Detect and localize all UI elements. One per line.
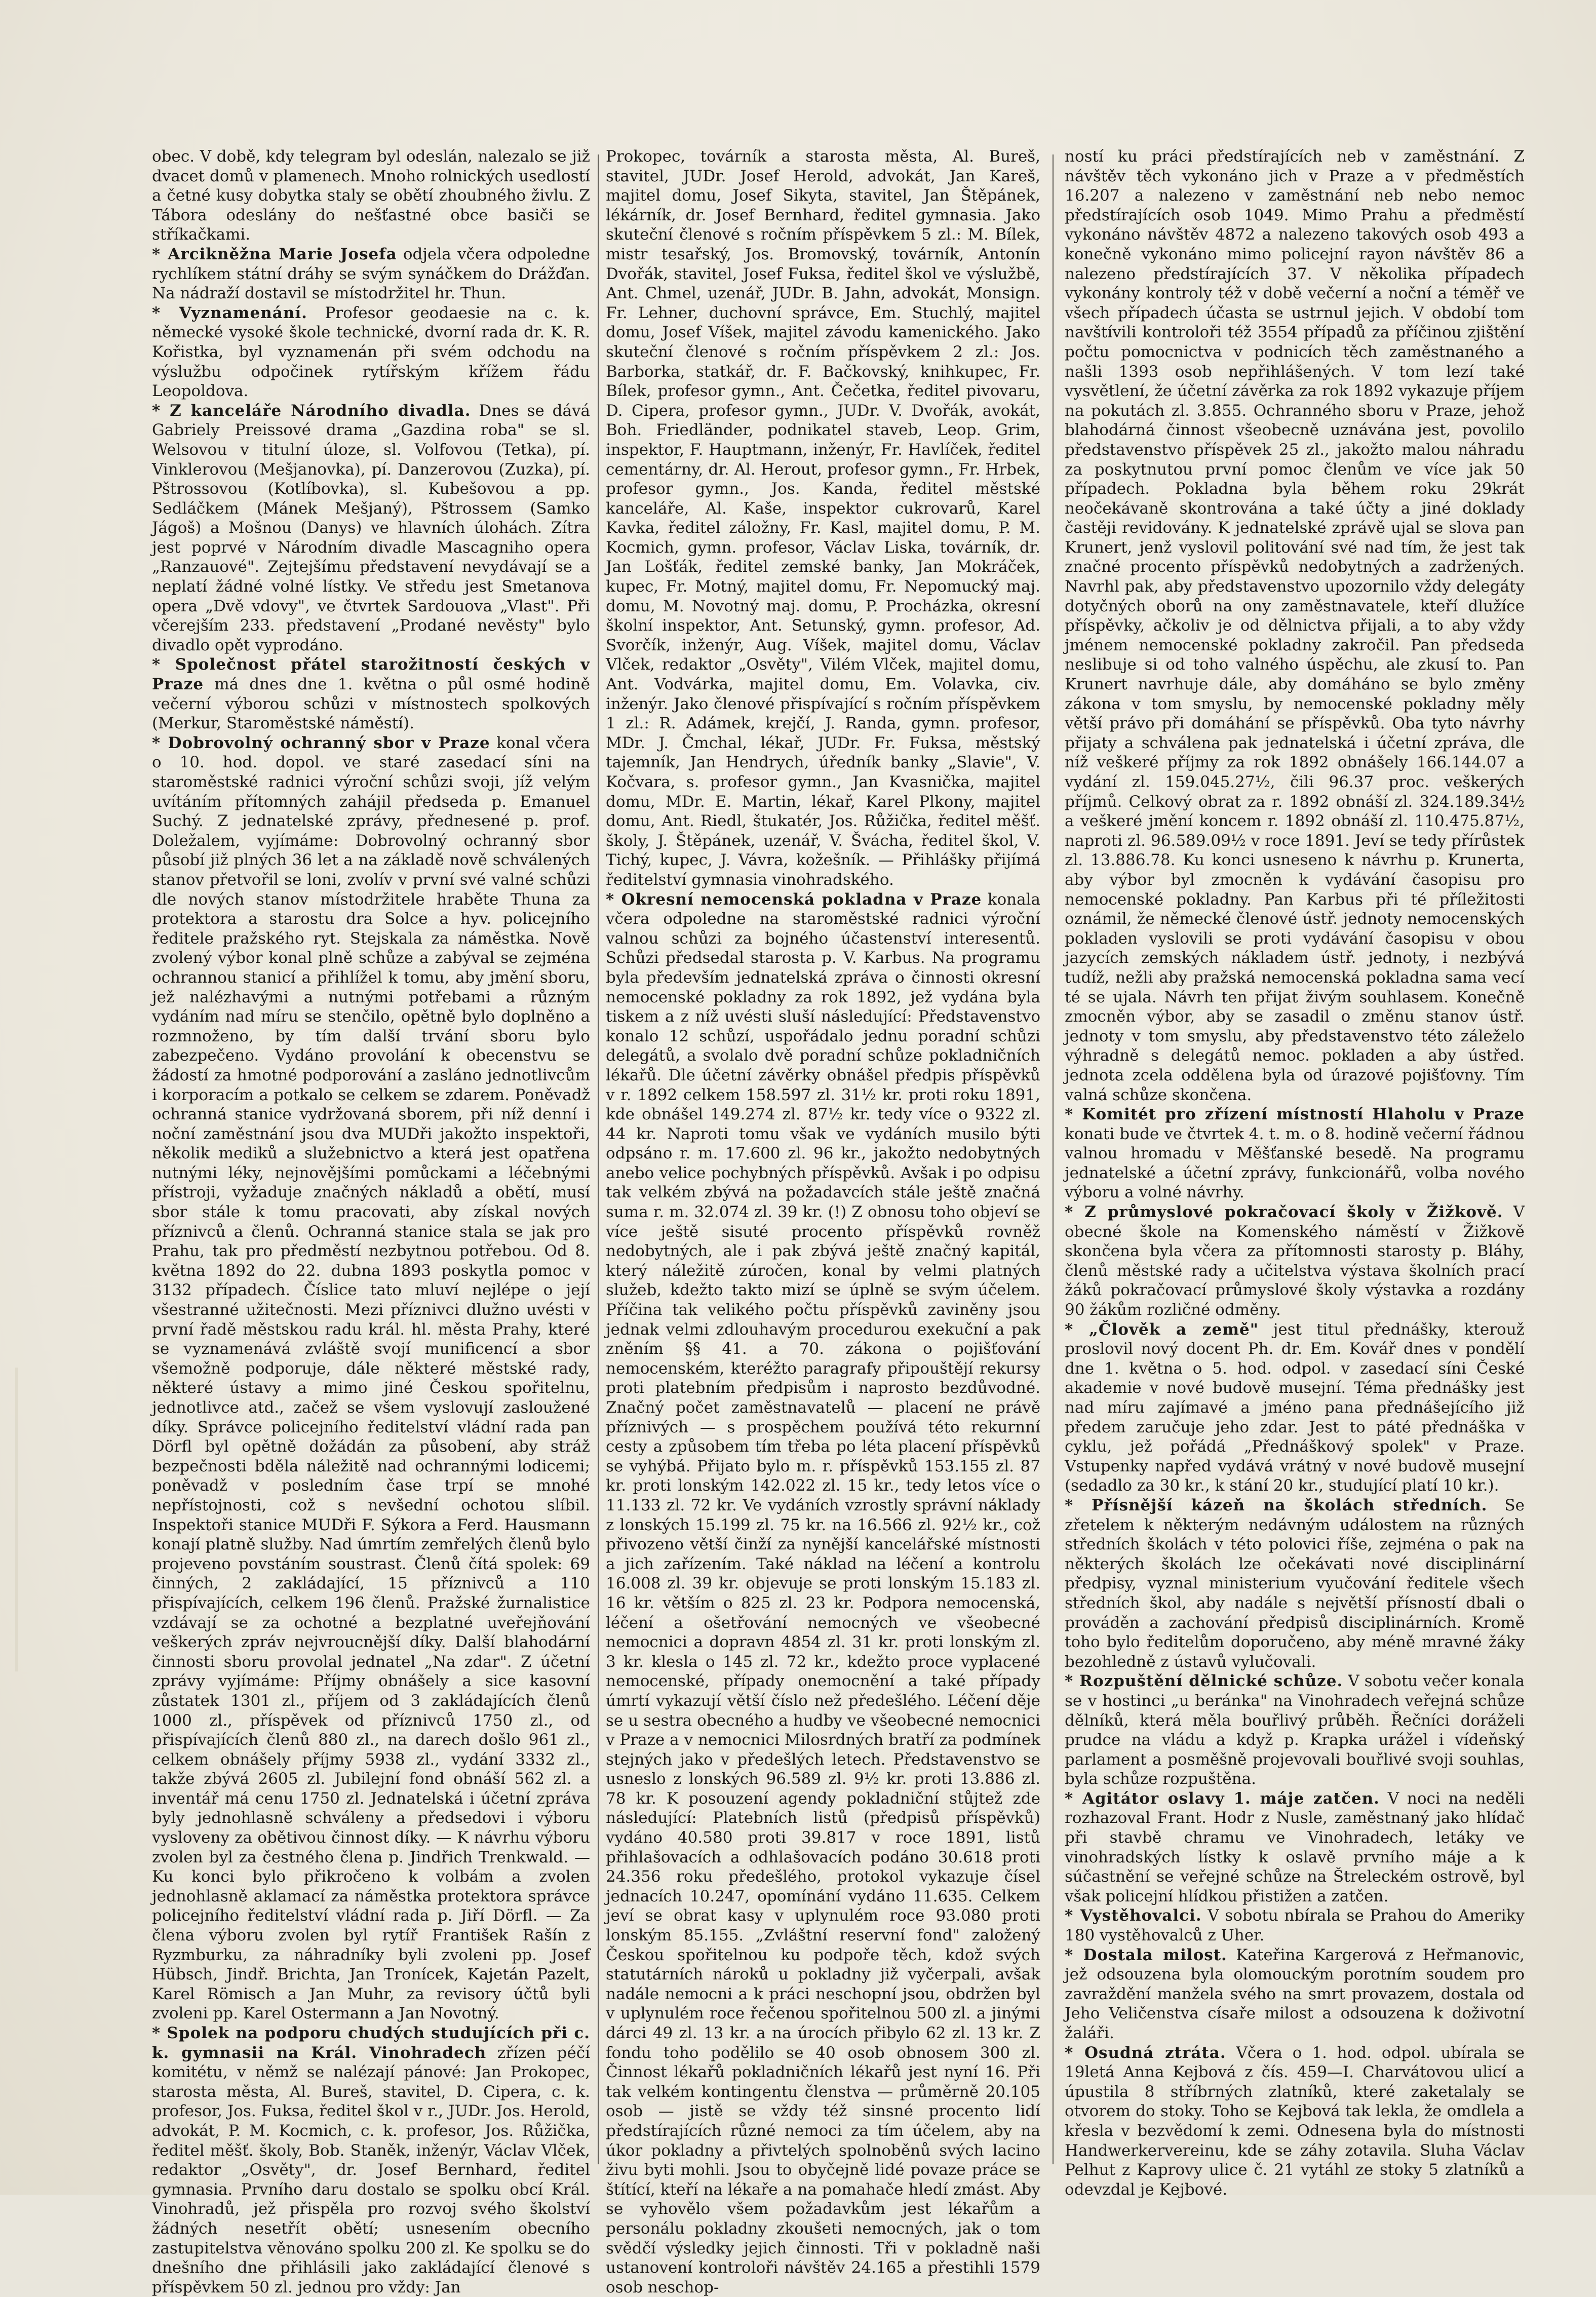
article-body: Profesor geodaesie na c. k. německé vysoké škole technické, dvorní rada dr. K. R. Kořistka, byl vyznamenán při svém odchodu na výslužbu odpočinek rytířským křížem řádu Leopoldova. xyxy=(152,303,590,401)
article-paragraph xyxy=(152,147,590,245)
article-heading: * Vyznamenání. xyxy=(152,303,307,322)
article-heading: * Dostala milost. xyxy=(1065,1945,1227,1964)
column-1 xyxy=(152,147,591,2296)
article-heading: * Agitátor oslavy 1. máje zatčen. xyxy=(1065,1789,1380,1808)
article-body: zřízen péčí komitétu, v němž se nalézají pánové: Jan Prokopec, starosta města, Al. Bureš, stavitel, D. Cipera, c. k. profesor, Jos. Fuksa, ředitel škol v r., JUDr. Jos. Herold, advokát, P. M. Kocmich, c. k. profesor, Jos. Růžička, ředitel měšť. školy, Bob. Staněk, inženýr, Václav Vlček, redaktor „Osvěty", dr. Josef Bernhard, ředitel gymnasia. Prvního daru dostalo se spolku obcí Král. Vinohradů, jež přispěla pro rozvoj svého školství žádných nesetřít obětí; usnesením obecního zastupitelstva věnováno spolku 200 zl. Ke spolku se do dnešního dne přihlásili jako zakládající členové s příspěvkem 50 zl. jednou pro vždy: Jan xyxy=(152,2043,590,2296)
article-paragraph xyxy=(152,303,590,401)
article-heading: * „Člověk a země" xyxy=(1065,1320,1259,1339)
article-body: Dnes se dává Gabriely Preissové drama „Gazdina roba" se sl. Welsovou v titulní úloze, sl. Volfovou (Tetka), pí. Vinklerovou (Mešjanovka), pí. Danzerovou (Zuzka), pí. Pštrossovou (Kotlíbovka), sl. Kubešovou a pp. Sedláčkem (Mánek Mešjaný), Pštrossem (Samko Jágoš) a Mošnou (Danys) ve hlavních úlohách. Zítra jest poprvé v Národním divadle Mascagniho opera „Ranzauové". Zejtejšímu představení nevydávají se a neplatí žádné volné lístky. Ve středu jest Smetanova opera „Dvě vdovy", ve čtvrtek Sardouova „Vlast". Při včerejším 233. představení „Prodané nevěsty" bylo divadlo opět vyprodáno. xyxy=(152,401,591,654)
article-paragraph xyxy=(1065,1496,1525,1671)
article-heading: * Osudná ztráta. xyxy=(1065,2043,1226,2062)
column-2 xyxy=(606,147,1040,2296)
article-body: odjela včera odpoledne rychlíkem státní dráhy se svým synáčkem do Drážďan. Na nádraží dostavil se místodržitel hr. Thun. xyxy=(152,245,590,303)
article-body: konala včera odpoledne na staroměstské radnici výroční valnou schůzi za bojného účastenství interesentů. Schůzi předsedal starosta p. V. Karbus. Na programu byla především jednatelská zpráva o činnosti okresní nemocenské pokladny za rok 1892, jež vydána byla tiskem a z níž uvésti sluší následující: Představenstvo konalo 12 schůzí, uspořádalo jednu poradní schůzi delegátů, a svolalo dvě poradní schůze pokladničních lékařů. Dle účetní závěrky obnášel předpis příspěvků v r. 1892 celkem 158.597 zl. 31½ kr. proti roku 1891, kde obnášel 149.274 zl. 87½ kr. tedy více o 9322 zl. 44 kr. Naproti tomu však ve vydáních musilo býti odpsáno r. m. 17.600 zl. 96 kr., jakožto nedobytných anebo velice pochybných příspěvků. Avšak i po odpisu tak velkém zbývá na požadavcích stále ještě značná suma r. m. 32.074 zl. 39 kr. (!) Z obnosu toho objeví se více ještě sisuté procento příspěvků rovněž nedobytných, ale i pak zbývá ještě značný kapitál, který náležitě zúročen, konal by velmi platných služeb, kdežto takto mizí se úplně se svým účelem. Příčina tak velikého počtu příspěvků zaviněny jsou jednak velmi zdlouhavým procedurou exekuční a pak zněním §§ 41. a 70. zákona o pojišťování nemocenském, kteréžto paragrafy připouštějí rekursy proti platebním předpisům i naprosto bezdůvodné. Značný počet zaměstnavatelů — placení ne právě příznivých — s prospěchem používá této rekurnní cesty a způsobem tím třeba po léta placení příspěvků se vyhýbá. Přijato bylo m. r. příspěvků 153.155 zl. 87 kr. proti lonským 142.022 zl. 15 kr., tedy letos více o 11.133 zl. 72 kr. Ve vydáních vzrostly správní náklady z lonských 15.199 zl. 75 kr. na 16.566 zl. 92½ kr., což přivozeno větší činží za nynější kancelářské místnosti a jich zařízením. Také náklad na léčení a kontrolu 16.008 zl. 39 kr. objevuje se proti lonským 15.183 zl. 16 kr. větším o 825 zl. 23 kr. Podpora nemocenská, léčení a ošetřování nemocných ve všeobecné nemocnici a dopravn 4854 zl. 31 kr. proti lonským zl. 3 kr. klesla o 145 zl. 72 kr., kdežto proce vyplacené nemocenské, případy onemocnění a také případy úmrtí vykazují větší číslo než předešlého. Léčení děje se u sestra obecného a hudby ve všeobecné nemocnici v Praze a v nemocnici Milosrdných bratří za podmínek stejných jako v předešlých letech. Představenstvo se usneslo z lonských 96.589 zl. 9½ kr. proti 13.886 zl. 78 kr. K posouzení agendy pokladniční stůjtež zde následující: Platebních listů (předpisů příspěvků) vydáno 40.580 proti 39.817 v roce 1891, listů přihlašovacích a odhlašovacích podáno 30.618 proti 24.356 roku předešlého, protokol vykazuje čísel jednacích 10.247, opomínání vydáno 11.635. Celkem jeví se obrat kasy v uplynulém roce 93.080 proti lonským 85.155. „Zvláštní reservní fond" založený Českou spořitelnou ku podpoře těch, kdož svých statutárních nároků u pokladny již vyčerpali, avšak nadále nemocni a k práci neschopní jsou, obdržen byl v uplynulém roce řečenou spořitelnou 500 zl. a jinými dárci 49 zl. 13 kr. a na úrocích přibylo 62 zl. 13 kr. Z fondu toho podělilo se 40 osob obnosem 300 zl. Činnost lékařů pokladničních lékařů jest nyní 16. Při tak velkém kontingentu členstva — průměrně 20.105 osob — jistě se vždy též sinsné procento lidí předstírajících různé nemoci za tím účelem, aby na úkor pokladny a přivtelých spolnoběnů svých lacino živu byti mohli. Jsou to obyčejně lidé povaze práce se štítící, kteří na lékaře a na pomahače hledí zmást. Aby se vyhovělo všem požadavkům jest lékařům a personálu pokladny zkoušeti nemocných, jak o tom svědčí výsledky jejich činnosti. Tři v pokladně naši ustanovení kontroloři návštěv 24.165 a přestihli 1579 osob neschop- xyxy=(606,890,1040,2296)
article-body: obec. V době, kdy telegram byl odeslán, nalezalo se již dvacet domů v plamenech. Mnoho rolnických usedlostí a četné kusy dobytka staly se obětí zhoubného živlu. Z Tábora odeslány do nešťastné obce basiči se stříkačkami. xyxy=(152,147,590,244)
article-paragraph xyxy=(1065,147,1525,1105)
article-body: má dnes dne 1. května o půl osmé hodině večerní výborou schůzi v místnostech spolkových (Merkur, Staroměstské náměstí). xyxy=(152,675,590,733)
article-body: V obecné škole na Komenského náměstí v Žižkově skončena byla včera za přítomnosti starosty p. Bláhy, členů městské rady a učitelstva výstava školních prací žáků pokračovací průmyslové školy výstavka a rozdány 90 žákům rozličné odměny. xyxy=(1065,1203,1525,1319)
article-heading: * Rozpuštění dělnické schůze. xyxy=(1065,1672,1343,1691)
article-paragraph xyxy=(152,655,590,733)
scan-edge-shadow xyxy=(15,1368,18,1671)
article-body: Se zřetelem k některým nedávným událostem na různých středních školách v této polovici říše, zejména o pak na některých školách lze očekávati nové disciplinární předpisy, vyznal ministerium vyučování ředitele všech středních škol, aby nadále s největší přísností dbali o prováděn a zachování předpisů disciplinárních. Kromě toho bylo ředitelům doporučeno, aby méně mravné žáky bezohledně z ústavů vylučovali. xyxy=(1065,1496,1525,1671)
article-heading: * Přísnější kázeň na školách středních. xyxy=(1065,1496,1488,1514)
article-paragraph xyxy=(1065,1671,1525,1789)
article-paragraph xyxy=(152,2023,590,2297)
article-paragraph xyxy=(1065,1906,1525,1945)
article-heading: * Společnost přátel starožitností českých v Praze xyxy=(152,655,590,694)
column-divider xyxy=(598,154,599,2164)
article-heading: * Arcikněžna Marie Josefa xyxy=(152,245,397,263)
article-body: konati bude ve čtvrtek 4. t. m. o 8. hodině večerní řádnou valnou hromadu v Měšťanské besedě. Na programu jednatelské a účetní zprávy, funkcionářů, volba nového výboru a volné návrhy. xyxy=(1065,1124,1525,1202)
article-heading: * Z průmyslové pokračovací školy v Žižkově. xyxy=(1065,1203,1503,1222)
article-heading: * Vystěhovalci. xyxy=(1065,1906,1202,1925)
article-paragraph xyxy=(1065,1202,1525,1320)
article-heading: * Dobrovolný ochranný sbor v Praze xyxy=(152,733,490,752)
article-paragraph xyxy=(152,245,590,303)
article-paragraph xyxy=(1065,1789,1525,1906)
article-paragraph xyxy=(152,733,590,2023)
article-heading: * Komitét pro zřízení místností Hlaholu v Praze xyxy=(1065,1105,1525,1124)
article-body: Včera o 1. hod. odpol. ubírala se 19letá Anna Kejbová z čís. 459—I. Charvátovou ulicí a úpustila 8 stříbrných zlatníků, které zaketalaly se otvorem do stoky. Toho se Kejbová tak lekla, že omdlela a křesla v bezvědomí k zemi. Odnesena byla do místnosti Handwerkervereinu, kde se záhy zotavila. Sluha Václav Pelhut z Kaprovy ulice č. 21 vytáhl ze stoky 5 zlatníků a odevzdal je Kejbové. xyxy=(1065,2043,1525,2199)
article-paragraph xyxy=(1065,2043,1525,2200)
article-body: jest titul přednášky, kterouž proslovil nový docent Ph. dr. Em. Kovář dnes v pondělí dne 1. května o 5. hod. odpol. v zasedací síni České akademie v nové budově musejní. Téma přednášky jest nad míru zajímavé a jméno pana přednášejícího již předem zaručuje jeho zdar. Jest to páté přednáška v cyklu, jež pořádá „Přednáškový spolek" v Praze. Vstupenky napřed vydává vrátný v nové budově musejní (sedadlo za 30 kr., k stání 20 kr., studující platí 10 kr.). xyxy=(1065,1320,1525,1495)
article-body: Prokopec, továrník a starosta města, Al. Bureš, stavitel, JUDr. Josef Herold, advokát, Jan Kareš, majitel domu, Josef Sikyta, stavitel, Jan Štěpánek, lékárník, dr. Josef Bernhard, ředitel gymnasia. Jako skuteční členové s ročním příspěvkem 5 zl.: M. Bílek, mistr tesařský, Jos. Bromovský, továrník, Antonín Dvořák, stavitel, Josef Fuksa, ředitel škol ve výslužbě, Ant. Chmel, uzenář, JUDr. B. Jahn, advokát, Monsign. Fr. Lehner, duchovní správce, Em. Stuchlý, majitel domu, Josef Víšek, majitel závodu kamenického. Jako skuteční členové s ročním příspěvkem 2 zl.: Jos. Barborka, statkář, dr. F. Bačkovský, knihkupec, Fr. Bílek, profesor gymn., Ant. Čečetka, ředitel pivovaru, D. Cipera, profesor gymn., JUDr. V. Dvořák, avokát, Boh. Friedländer, podnikatel staveb, Leop. Grim, inspektor, F. Hauptmann, inženýr, Fr. Havlíček, ředitel cementárny, dr. Al. Herout, profesor gymn., Fr. Hrbek, profesor gymn., Jos. Kanda, ředitel městské kanceláře, Al. Kaše, inspektor cukrovarů, Karel Kavka, ředitel záložny, Fr. Kasl, majitel domu, P. M. Kocmich, gymn. profesor, Václav Liska, továrník, dr. Jan Lošťák, ředitel zemské banky, Jan Mokráček, kupec, Fr. Motný, majitel domu, Fr. Nepomucký maj. domu, M. Novotný maj. domu, P. Procházka, okresní školní inspektor, Ant. Setunský, gymn. profesor, Ad. Svorčík, inženýr, Aug. Víšek, majitel domu, Václav Vlček, redaktor „Osvěty", Vilém Vlček, majitel domu, Ant. Vodvárka, majitel domu, Em. Volavka, civ. inženýr. Jako členové přispívající s ročním příspěvkem 1 zl.: R. Adámek, krejčí, J. Randa, gymn. profesor, MDr. J. Čmchal, lékař, JUDr. Fr. Fuksa, městský tajemník, Jan Hendrych, úředník banky „Slavie", V. Kočvara, s. profesor gymn., Jan Kvasnička, majitel domu, MDr. E. Martin, lékař, Karel Plkony, majitel domu, Ant. Riedl, štukatér, Jos. Růžička, ředitel měšť. školy, J. Štěpánek, uzenář, V. Švácha, ředitel škol, V. Tichý, kupec, J. Vávra, kožešník. — Přihlášky přijímá ředitelství gymnasia vinohradského. xyxy=(606,147,1040,889)
article-body: V sobotu nbírala se Prahou do Ameriky 180 vystěhovalců z Uher. xyxy=(1065,1906,1525,1945)
article-paragraph xyxy=(1065,1320,1525,1496)
article-paragraph xyxy=(1065,1945,1525,2043)
column-divider xyxy=(1053,154,1054,2164)
article-heading: * Spolek na podporu chudých studujících při c. k. gymnasii na Král. Vinohradech xyxy=(152,2024,590,2062)
article-body: V sobotu večer konala se v hostinci „u beránka" na Vinohradech veřejná schůze dělníků, která měla bouřlivý průběh. Řečníci doráželi prudce na vládu a když p. Krapka urážel i vídeňský parlament a posměšně projevovali bouřlivé svoji souhlas, byla schůze rozpuštěna. xyxy=(1065,1672,1525,1788)
article-paragraph xyxy=(606,890,1040,2297)
article-body: Kateřina Kargerová z Heřmanovic, jež odsouzena byla olomouckým porotním soudem pro zavraždění manžela svého na smrt provazem, dostala od Jeho Veličenstva císaře milost a odsouzena k doživotní žaláři. xyxy=(1065,1945,1525,2042)
article-body: konal včera o 10. hod. dopol. ve staré zasedací síni na staroměstské radnici výroční schůzi svoji, jíž velým uvítáním přítomných zahájil předseda p. Emanuel Suchý. Z jednatelské zprávy, přednesené p. prof. Doležalem, vyjímáme: Dobrovolný ochranný sbor působí již plných 36 let a na základě nově schválených stanov přetvořil se loni, zvolív v první své valné schůzi dle nových stanov místodržitele hraběte Thuna za protektora a starostu dra Solce a hyv. policejního ředitele pražského ryt. Stejskala za náměstka. Nově zvolený výbor konal plně schůze a zabýval se zejména ochrannou stanicí a přihlížel k tomu, aby jmění sboru, jež nalézhavými a nutnými potřebami a různým vydáním nad míru se stenčilo, opětně bylo doplněno a rozmnoženo, by tím další trvání sboru bylo zabezpečeno. Vydáno provolání k obecenstvu se žádostí za hmotné podporování a zasláno jednotlivcům i korporacím a potkalo se celkem se zdarem. Poněvadž ochranná stanice vydržovaná sborem, při níž denní i noční zaměstnání jsou dva MUDři jakožto inspektoři, několik mediků a služebnictvo a která jest opatřena nutnými léky, nejnovějšími pomůckami a léčebnými přístroji, vyžaduje značných nákladů a obětí, musí sbor stále k tomu pracovati, aby získal nových příznivců a členů. Ochranná stanice stala se jak pro Prahu, tak pro předměstí nezbytnou potřebou. Od 8. května 1892 do 22. dubna 1893 poskytla pomoc v 3132 případech. Číslice tato mluví nejlépe o její všestranné užitečnosti. Mezi příznivci dlužno uvésti v první řadě městskou radu král. hl. města Prahy, které se vyznamenává zvláště svojí munificencí a sbor všemožně podporuje, dále některé městské rady, některé ústavy a mimo jiné Českou spořitelnu, jednotlivce atd., začež se všem vyslovují zasloužené díky. Správce policejního ředitelství vládní rada pan Dörfl byl opětně dožádán za působení, aby stráž bezpečnosti bděla náležitě nad ochrannými lodicemi; poněvadž v posledním čase trpí se mnohé nepřístojnosti, což s nevšední ochotou slíbil. Inspektoři stanice MUDři F. Sýkora a Ferd. Hausmann konají platně služby. Nad úmrtím zemřelých členů bylo projeveno povstáním soustrast. Členů čítá spolek: 69 činných, 2 zakládající, 15 příznivců a 110 přispívajících, celkem 196 členů. Pražské žurnalistice vzdávají se za ochotné a bezplatné uveřejňování veškerých zpráv nejvroucnější díky. Další blahodární činnosti sboru provolal jednatel „Na zdar". Z účetní zprávy vyjímáme: Příjmy obnášely a sice kasovní zůstatek 1301 zl., příjem od 3 zakládajících členů 1000 zl., příspěvek od příznivců 1750 zl., od přispívajících členů 880 zl., na darech došlo 961 zl., celkem obnášely příjmy 5938 zl., vydání 3332 zl., takže zbývá 2605 zl. Jubilejní fond obnáší 562 zl. a inventář má cenu 1750 zl. Jednatelská i účetní zpráva byly jednohlasně schváleny a předsedovi i výboru vysloveny za obětivou činnost díky. — K návrhu výboru zvolen byl za čestného člena p. Jindřich Trenkwald. — Ku konci bylo přikročeno k volbám a zvolen jednohlasně aklamací za náměstka protektora správce policejního ředitelství vládní rada p. Jiří Dörfl. — Za člena výboru zvolen byl rytíř František Rašín z Ryzmburku, za náhradníky byli zvoleni pp. Josef Hübsch, Jindř. Brichta, Jan Tronícek, Kajetán Pazelt, Karel Römisch a Jan Muhr, za revisory účtů byli zvoleni pp. Karel Ostermann a Jan Novotný. xyxy=(152,733,590,2023)
article-paragraph xyxy=(152,401,590,655)
article-body: V noci na neděli rozhazoval Frant. Hodr z Nusle, zaměstnaný jako hlídač při stavbě chramu ve Vinohradech, letáky ve vinohradských lístky k oslavě prvního máje a k súčastnění se veřejné schůze na Štreleckém ostrově, byl však policejní hlídkou přistižen a zatčen. xyxy=(1065,1789,1525,1905)
article-paragraph xyxy=(606,147,1040,890)
article-heading: * Okresní nemocenská pokladna v Praze xyxy=(606,890,982,909)
article-heading: * Z kanceláře Národního divadla. xyxy=(152,401,471,420)
article-paragraph xyxy=(1065,1105,1525,1202)
column-3 xyxy=(1065,147,1525,2199)
article-body: ností ku práci předstírajících neb v zaměstnání. Z návštěv těch vykonáno jich v Praze a v předměstích 16.207 a nalezeno v zaměstnání neb nebo nemoc předstírajících osob 1049. Mimo Prahu a předměstí vykonáno návštěv 4872 a nalezeno takových osob 493 a konečně vykonáno mimo policejní rayon návštěv 86 a nalezeno předstírajících 37. V několika případech vykonány kontroly též v době večerní a noční a téměř ve všech případech účasta se ustrnul jejich. V období tom navštívili kontroloři též 3554 případů za příčinou zjištění počtu pomocnictva v podnicích těch zaměstnaného a našli 1393 osob nepřihlášených. V tom lezí také vysvětlení, že účetní závěrka za rok 1892 vykazuje příjem na pokutách zl. 3.855. Ochranného sboru v Praze, jehož blahodárná činnost všeobecně uznávána jest, povolilo představenstvo příspěvek 25 zl., jakožto malou náhradu za poskytnutou první pomoc členům ve více jak 50 případech. Pokladna byla během roku 29krát neočekávaně skontrována a také účty a jiné doklady častěji revidovány. K jednatelské zprávě ujal se slova pan Krunert, jenž vyslovil politování své nad tím, že jest tak značné procento příspěvků nedobytných a zadržených. Navrhl pak, aby představenstvo upozornilo vždy delegáty dotyčných oborů na ony zaměstnavatele, kteří dlužíce příspěvky, ačkoliv je od dělnictva přijali, a to aby vždy jménem nemocenské pokladny zakročil. Pan předseda neslibuje si od toho valného úspěchu, ale zkusí to. Pan Krunert navrhuje dále, aby domáháno se bylo změny zákona v tom smyslu, by nemocenské pokladny měly větší právo při domáhání se příspěvků. Oba tyto návrhy přijaty a schválena pak jednatelská i účetní zpráva, dle níž veškeré příjmy za rok 1892 obnášely 166.144.07 a vydání zl. 159.045.27½, čili 96.37 proc. veškerých příjmů. Celkový obrat za r. 1892 obnáší zl. 324.189.34½ a veškeré jmění koncem r. 1892 obnáší zl. 110.475.87½, naproti zl. 96.589.09½ v roce 1891. Jeví se tedy přírůstek zl. 13.886.78. Ku konci usneseno k návrhu p. Krunerta, aby výbor byl zmocněn k vydávání časopisu pro nemocenské pokladny. Pan Karbus při té příležitosti oznámil, že německé členové ústř. jednoty nemocenských pokladen vyslovili se proti vydávání časopisu v obou jazycích zemských nákladem ústř. jednoty, i nezbývá tudíž, nežli aby pražská nemocenská pokladna sama vecí té se ujala. Návrh ten přijat živým souhlasem. Konečně zmocněn výbor, aby se zasadil o změnu stanov ústř. jednoty v tom smyslu, aby představenstvo této záleželo výhradně s delegátů nemoc. pokladen a aby ústřed. jednota zcela oddělena byla od úrazové pojišťovny. Tím valná schůze skončena. xyxy=(1065,147,1525,1104)
